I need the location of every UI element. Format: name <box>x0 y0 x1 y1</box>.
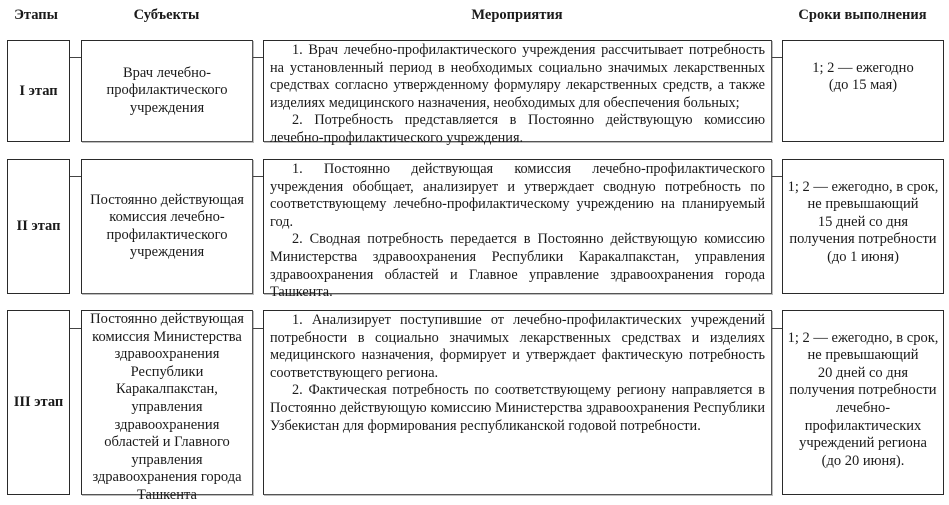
activities-box <box>263 310 772 495</box>
term-box <box>782 40 944 142</box>
connector-line <box>70 57 81 58</box>
stage-box <box>7 310 70 495</box>
connector-line <box>253 57 263 58</box>
header-stages: Этапы <box>14 7 58 23</box>
stage-label: I этап <box>19 82 58 99</box>
term-box <box>782 159 944 294</box>
subject-box <box>81 310 253 503</box>
stage-box <box>7 40 70 142</box>
connector-line <box>772 328 782 329</box>
subject-text: Постоянно действующая комиссия Министерства здравоохранения Республики Каракалпакстан, управления здравоохранения областей и Главного управления здравоохранения города Ташкента <box>90 311 244 503</box>
stage-box <box>7 159 70 294</box>
activities-box <box>263 159 772 301</box>
activity-item: 2. Потребность представляется в Постоянно действующую комиссию лечебно-профилактического учреждения. <box>270 112 765 146</box>
subject-text: Постоянно действующая комиссия лечебно-профилактического учреждения <box>90 191 244 260</box>
activity-item: 2. Сводная потребность передается в Постоянно действующую комиссию Министерства здравоохранения Республики Каракалпакстан, управления здравоохранения областей и Главное управление здравоохранения города Ташкента. <box>270 231 765 301</box>
connector-line <box>772 57 782 58</box>
term-text: 1; 2 — ежегодно (до 15 мая) <box>812 59 914 94</box>
term-text: 1; 2 — ежегодно, в срок, не превышающий 20 дней со дня получения потребности лечебно- профилактических учреждений региона (до 20 июня). <box>787 329 939 469</box>
term-box <box>782 310 944 495</box>
stage-label: II этап <box>16 218 61 234</box>
connector-line <box>70 328 81 329</box>
subject-box <box>81 40 253 142</box>
header-activities: Мероприятия <box>471 7 563 23</box>
activity-item: 1. Врач лечебно-профилактического учреждения рассчитывает потребность на установленный период в необходимых социально значимых лекарственных средствах согласно утвержденному формуляру лекарственных средств, а также изделиях медицинского назначения, необходимых для обеспечения больных; <box>270 42 765 111</box>
header-terms: Сроки выполнения <box>798 7 927 23</box>
activity-item: 2. Фактическая потребность по соответствующему региону направляется в Постоянно действующую комиссию Министерства здравоохранения Республики Узбекистан для формирования республиканской годовой потребности. <box>270 382 765 434</box>
connector-line <box>772 176 782 177</box>
term-text: 1; 2 — ежегодно, в срок, не превышающий 15 дней со дня получения потребности (до 1 июня) <box>787 178 939 265</box>
header-subjects: Субъекты <box>133 7 200 23</box>
activity-item: 1. Постоянно действующая комиссия лечебно-профилактического учреждения обобщает, анализирует и утверждает сводную потребность по соответствующему лечебно-профилактическому учреждению на планируемый год. <box>270 161 765 230</box>
subject-text: Врач лечебно-профилактического учреждения <box>106 64 228 116</box>
stage-label: III этап <box>13 394 64 410</box>
connector-line <box>253 328 263 329</box>
connector-line <box>70 176 81 177</box>
activities-box <box>263 40 772 146</box>
activity-item: 1. Анализирует поступившие от лечебно-профилактических учреждений потребности в социально значимых лекарственных средствах и изделиях медицинского назначения, формирует и утверждает фактическую потребность соответствующего региона. <box>270 312 765 381</box>
connector-line <box>253 176 263 177</box>
subject-box <box>81 159 253 294</box>
